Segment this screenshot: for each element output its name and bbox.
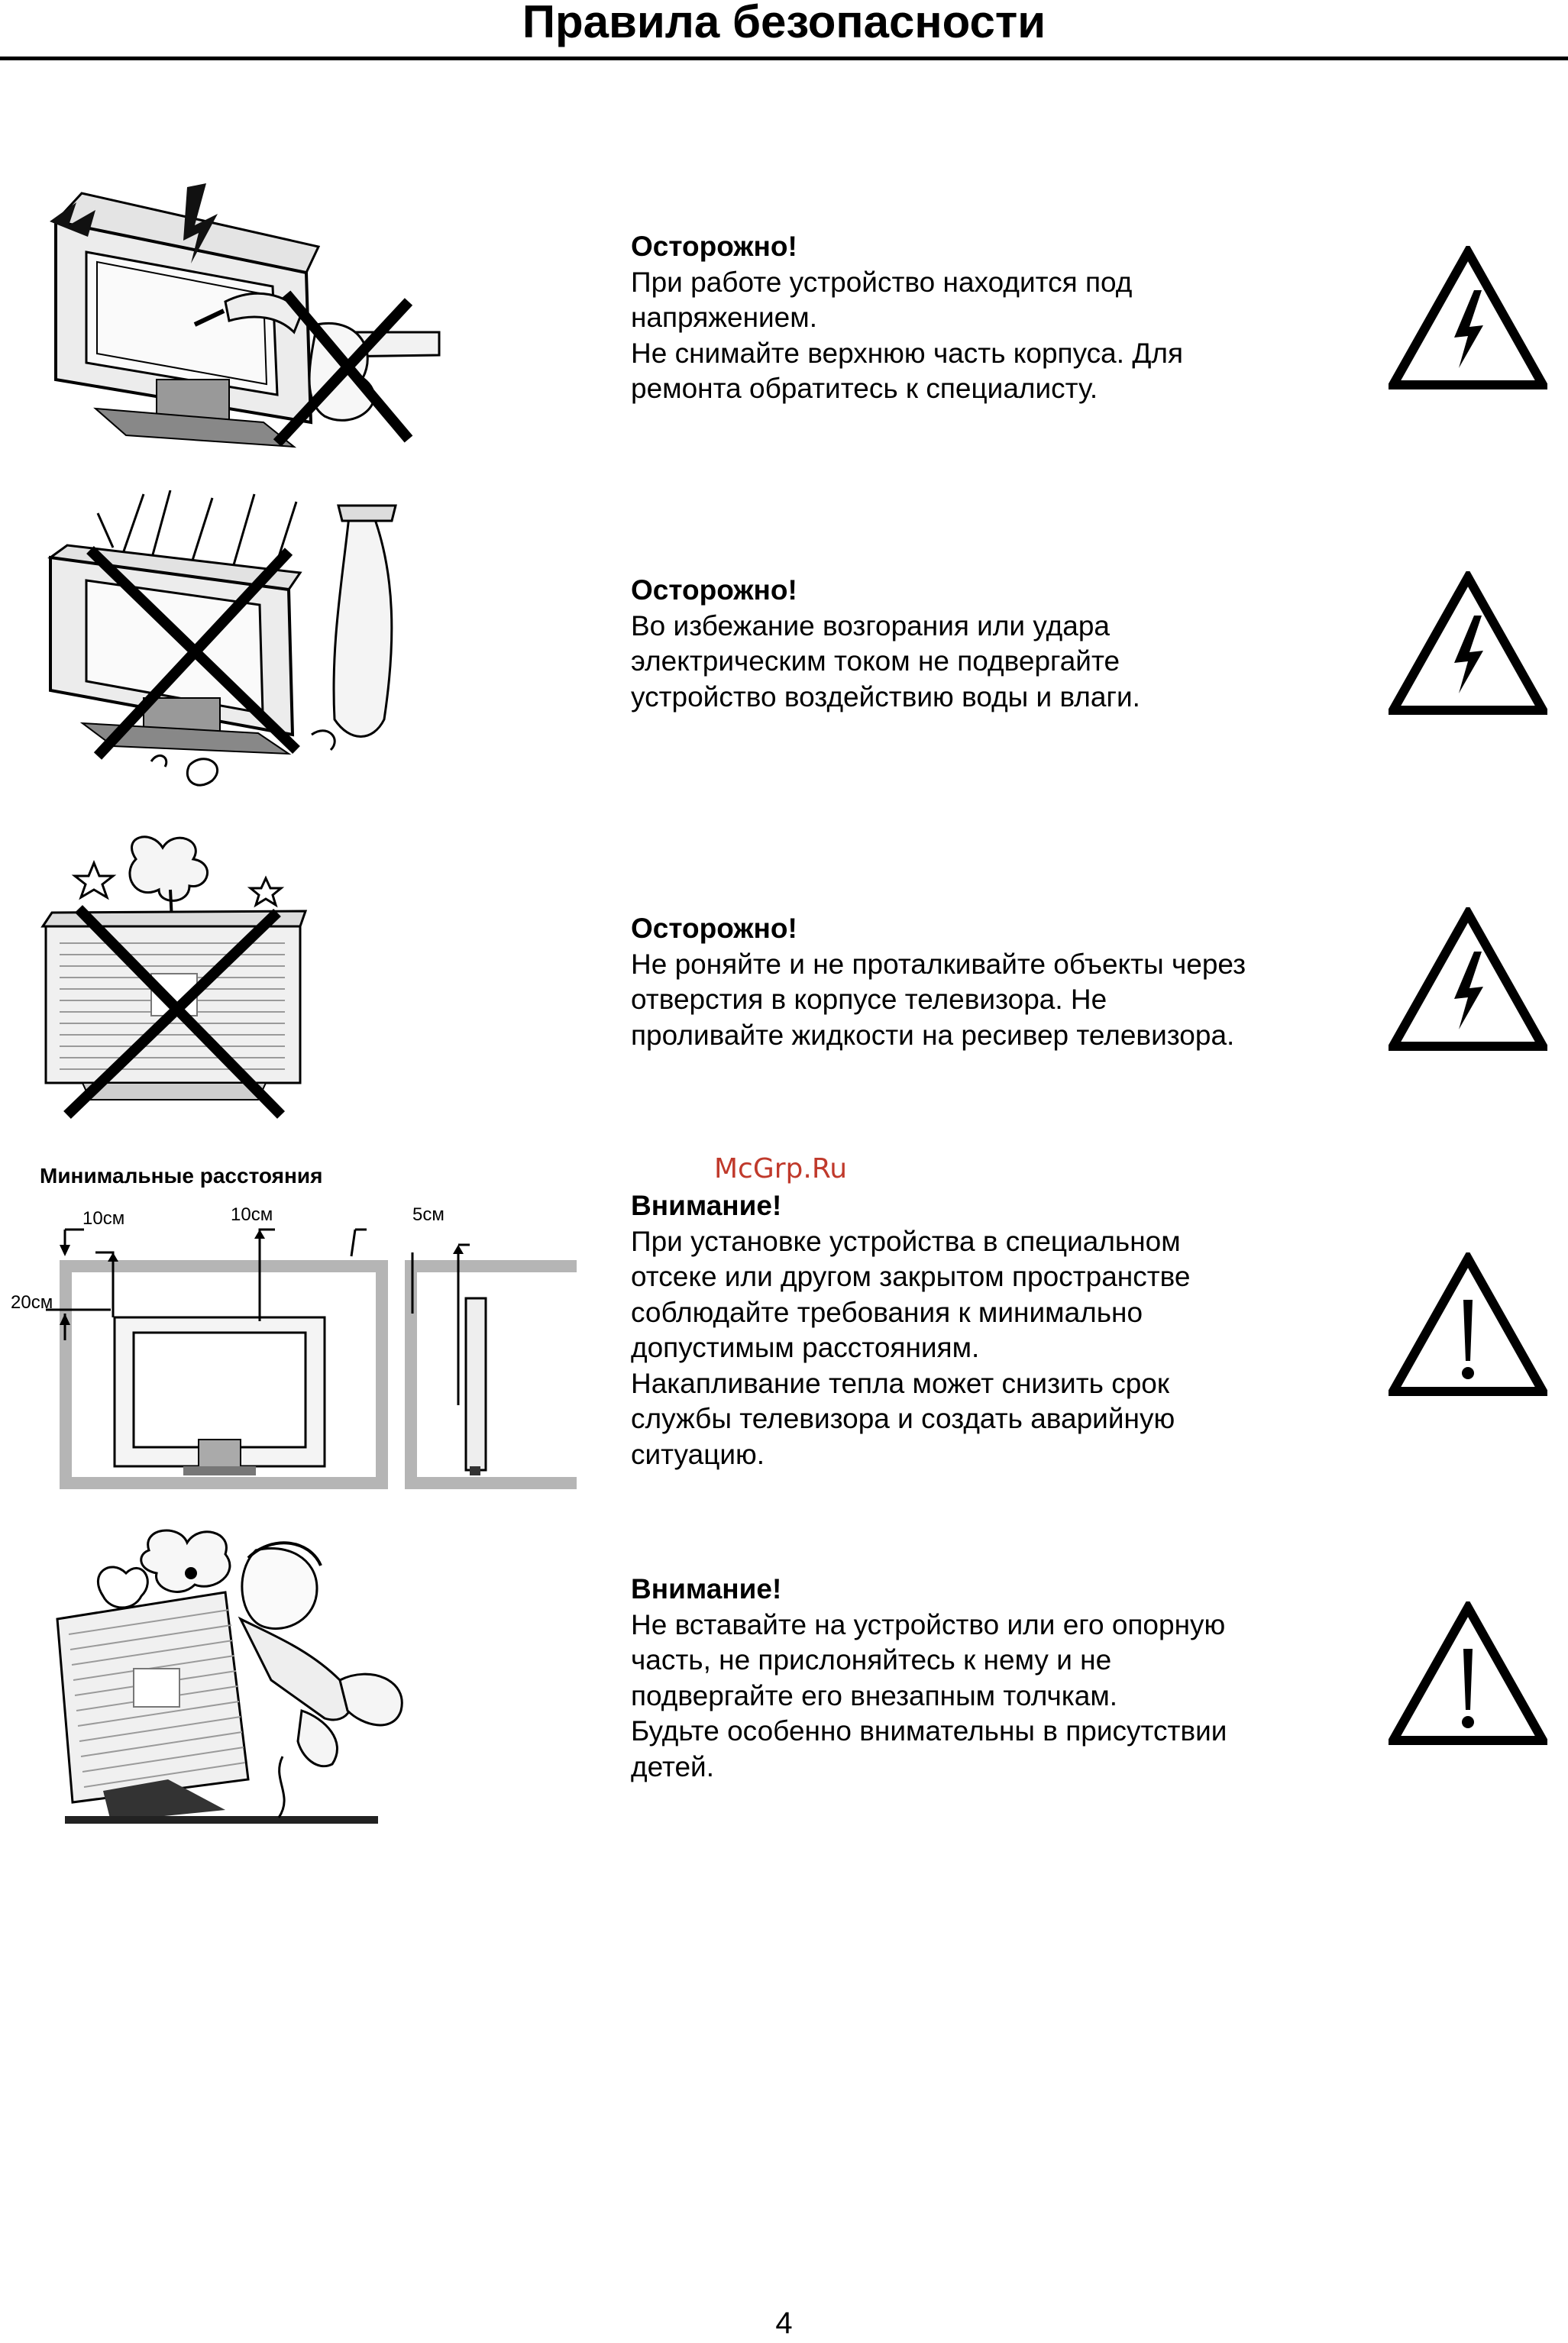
clearance-label-side: 20см [11,1292,53,1313]
warning-line: проливайте жидкости на ресивер телевизора. [631,1019,1235,1051]
warning-line: отверстия в корпусе телевизора. Не [631,984,1107,1015]
warning-line: Не роняйте и не проталкивайте объекты через [631,948,1246,980]
warning-heading: Осторожно! [631,231,797,262]
warning-line: отсеке или другом закрытом пространстве [631,1261,1191,1292]
warning-line: детей. [631,1750,714,1782]
warning-heading: Внимание! [631,1573,782,1605]
warning-text-block [631,573,1334,715]
page-number: 4 [775,2306,793,2340]
warning-line: Будьте особенно внимательны в присутствии [631,1715,1227,1747]
illustration-no-objects-in-openings [37,829,323,1123]
illustration-do-not-open-cabinet [34,179,451,458]
warning-heading: Внимание! [631,1190,782,1221]
page-title: Правила безопасности [522,0,1046,47]
warning-line: Не снимайте верхнюю часть корпуса. Для [631,337,1183,369]
warning-text-block [631,911,1334,1053]
warning-line: напряжением. [631,302,817,333]
warning-text-block [631,229,1334,407]
warning-line: службы телевизора и создать аварийную [631,1403,1175,1434]
warning-line: ситуацию. [631,1438,765,1470]
warning-line: Накапливание тепла может снизить срок [631,1367,1170,1399]
exclamation-warning-icon [1389,1252,1547,1398]
warning-line: При работе устройство находится под [631,266,1133,298]
warning-line: подвергайте его внезапным толчкам. [631,1679,1118,1711]
warning-line: соблюдайте требования к минимально [631,1296,1143,1328]
clearance-label-top-right: 10см [231,1204,273,1225]
exclamation-warning-icon [1389,1601,1547,1747]
high-voltage-warning-icon [1389,246,1547,391]
warning-heading: Осторожно! [631,574,797,606]
clearance-label-rear: 5см [412,1204,445,1225]
high-voltage-warning-icon [1389,571,1547,716]
warning-text-block [631,1572,1334,1785]
watermark: McGrp.Ru [714,1153,848,1184]
clearance-label-top-left: 10см [82,1208,125,1229]
title-divider [0,57,1568,60]
warning-text-block [631,1188,1334,1472]
warning-line: электрическим током не подвергайте [631,645,1120,677]
warning-line: устройство воздействию воды и влаги. [631,680,1140,713]
illustration-minimum-clearance [46,1199,580,1501]
warning-line: При установке устройства в специальном [631,1225,1181,1257]
illustration-no-water-exposure [37,490,419,794]
warning-line: часть, не прислоняйтесь к нему и не [631,1644,1112,1676]
high-voltage-warning-icon [1389,907,1547,1052]
warning-line: ремонта обратитесь к специалисту. [631,373,1098,404]
illustration-do-not-climb-or-push [42,1527,439,1833]
warning-line: Не вставайте на устройство или его опорную [631,1608,1226,1640]
warning-heading: Осторожно! [631,913,797,944]
warning-line: допустимым расстояниям. [631,1332,980,1363]
clearance-diagram-title: Минимальные расстояния [40,1164,323,1188]
warning-line: Во избежание возгорания или удара [631,609,1110,641]
